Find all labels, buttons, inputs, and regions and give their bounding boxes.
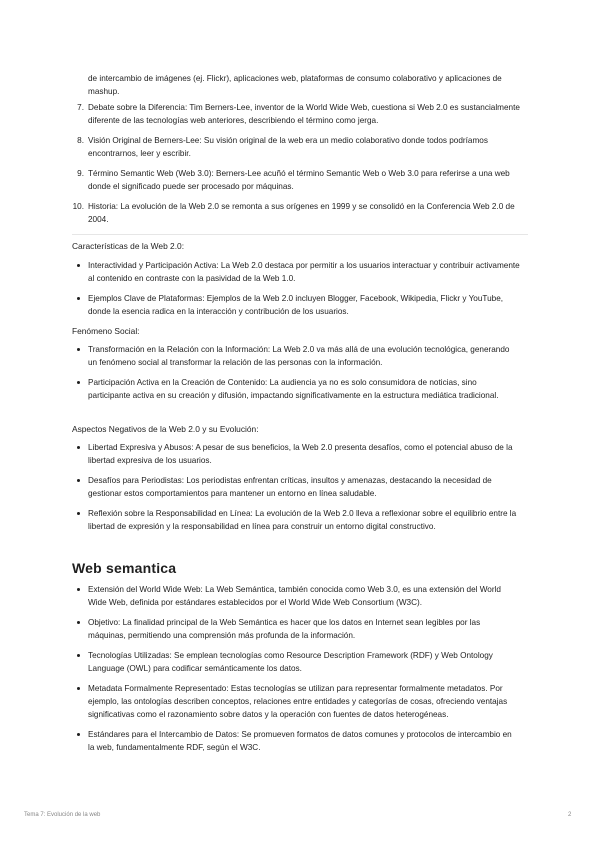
bullet-item xyxy=(0,441,520,467)
section-divider xyxy=(72,234,528,235)
bullet-item xyxy=(0,507,520,533)
item-term: Participación Activa en la Creación de Contenido: xyxy=(88,378,268,387)
section-title-fenomeno: Fenómeno Social: xyxy=(72,326,140,336)
item-term: Interactividad y Participación Activa: xyxy=(88,261,219,270)
continued-paragraph: de intercambio de imágenes (ej. Flickr), aplicaciones web, plataformas de consumo colaborativo y aplicaciones de mashup. xyxy=(88,74,502,96)
item-term: Término Semantic Web (Web 3.0): xyxy=(88,169,214,178)
bullet-item xyxy=(0,649,520,675)
item-term: Ejemplos Clave de Plataformas: xyxy=(88,294,205,303)
bullet-item xyxy=(0,259,520,285)
item-term: Reflexión sobre la Responsabilidad en Línea: xyxy=(88,509,253,518)
bullet-icon xyxy=(77,621,80,624)
item-term: Estándares para el Intercambio de Datos: xyxy=(88,730,240,739)
item-text: La evolución de la Web 2.0 se remonta a sus orígenes en 1999 y se consolidó en la Conferencia Web 2.0 de 2004. xyxy=(88,202,515,224)
item-text: Ejemplos de la Web 2.0 incluyen Blogger, Facebook, Wikipedia, Flickr y YouTube, donde la esencia radica en la interacción y contribución de los usuarios. xyxy=(88,294,504,316)
bullet-icon xyxy=(77,297,80,300)
numbered-list xyxy=(0,101,520,233)
numbered-item xyxy=(0,200,520,226)
item-text: La Web 2.0 destaca por permitir a los usuarios interactuar y contribuir activamente al contenido en contraste con la pasividad de la Web 1.0. xyxy=(88,261,520,283)
item-text: La Web Semántica, también conocida como Web 3.0, es una extensión del World Wide Web, definida por estándares establecidos por el World Wide Web Consortium (W3C). xyxy=(88,585,501,607)
bullet-icon xyxy=(77,381,80,384)
item-term: Transformación en la Relación con la Información: xyxy=(88,345,271,354)
item-text: Se promueven formatos de datos comunes y protocolos de intercambio en la web, fundamentalmente RDF, según el W3C. xyxy=(88,730,512,752)
footer-title: Tema 7: Evolución de la web xyxy=(24,812,101,818)
item-text: Su visión original de la web era un medio colaborativo donde todos podríamos encontrarnos, leer y escribir. xyxy=(88,136,488,158)
item-text: A pesar de sus beneficios, la Web 2.0 presenta desafíos, como el potencial abuso de la libertad expresiva de los usuarios. xyxy=(88,443,513,465)
item-term: Objetivo: xyxy=(88,618,121,627)
item-term: Historia: xyxy=(88,202,119,211)
page-number: 2 xyxy=(568,812,572,818)
bullet-list-aspectos xyxy=(0,441,530,540)
bullet-item xyxy=(0,616,520,642)
bullet-item xyxy=(0,376,520,402)
numbered-item xyxy=(0,134,520,160)
item-text: Los periodistas enfrentan críticas, insultos y amenazas, destacando la necesidad de gestionar estos comportamientos para mantener un entorno en línea saludable. xyxy=(88,476,492,498)
bullet-item xyxy=(0,474,520,500)
bullet-icon xyxy=(77,733,80,736)
item-text: La audiencia ya no es solo consumidora de noticias, sino participante activa en su creación y difusión, impactando significativamente en la estructura mediática tradicional. xyxy=(88,378,499,400)
item-term: Debate sobre la Diferencia: xyxy=(88,103,188,112)
item-number: 8. xyxy=(77,136,84,145)
item-term: Desafíos para Periodistas: xyxy=(88,476,185,485)
item-text: Tim Berners-Lee, inventor de la World Wide Web, cuestiona si Web 2.0 es sustancialmente diferente de las tecnologías web anteriores, describiendo el término como jerga. xyxy=(88,103,520,125)
item-text: Berners-Lee acuñó el término Semantic Web o Web 3.0 para referirse a una web donde el significado puede ser procesado por máquinas. xyxy=(88,169,510,191)
section-heading-web-semantica: Web semantica xyxy=(72,560,177,576)
section-title-caracteristicas: Características de la Web 2.0: xyxy=(72,241,185,251)
bullet-icon xyxy=(77,687,80,690)
bullet-icon xyxy=(77,446,80,449)
bullet-icon xyxy=(77,479,80,482)
bullet-icon xyxy=(77,654,80,657)
item-term: Metadata Formalmente Representado: xyxy=(88,684,229,693)
item-number: 10. xyxy=(72,202,84,211)
bullet-item xyxy=(0,292,520,318)
item-number: 7. xyxy=(77,103,84,112)
item-term: Tecnologías Utilizadas: xyxy=(88,651,172,660)
item-text: La Web 2.0 va más allá de una evolución tecnológica, generando un fenómeno social al transformar la relación de las personas con la información. xyxy=(88,345,510,367)
bullet-list-web-semantica xyxy=(0,583,530,761)
item-text: La evolución de la Web 2.0 lleva a reflexionar sobre el equilibrio entre la libertad de expresión y la responsabilidad en línea para construir un entorno digital constructivo. xyxy=(88,509,517,531)
item-text: La finalidad principal de la Web Semántica es hacer que los datos en Internet sean legibles por las máquinas, permitiendo una comprensión más profunda de la información. xyxy=(88,618,481,640)
bullet-item xyxy=(0,343,520,369)
item-term: Libertad Expresiva y Abusos: xyxy=(88,443,194,452)
item-term: Visión Original de Berners-Lee: xyxy=(88,136,202,145)
item-text: Estas tecnologías se utilizan para representar formalmente metadatos. Por ejemplo, las ontologías describen conceptos, relaciones entre entidades y categorías de cosas, ofreciendo ventajas significativas como el razonamiento sobre datos y la operación con fuentes de datos heterogéneas. xyxy=(88,684,508,719)
item-text: Se emplean tecnologías como Resource Description Framework (RDF) y Web Ontology Language (OWL) para codificar semánticamente los datos. xyxy=(88,651,493,673)
bullet-item xyxy=(0,728,520,754)
bullet-icon xyxy=(77,588,80,591)
item-number: 9. xyxy=(77,169,84,178)
bullet-list-caracteristicas xyxy=(0,259,530,325)
bullet-icon xyxy=(77,348,80,351)
bullet-item xyxy=(0,682,520,721)
numbered-item xyxy=(0,167,520,193)
bullet-item xyxy=(0,583,520,609)
item-term: Extensión del World Wide Web: xyxy=(88,585,203,594)
bullet-list-fenomeno xyxy=(0,343,530,409)
bullet-icon xyxy=(77,264,80,267)
section-title-aspectos: Aspectos Negativos de la Web 2.0 y su Evolución: xyxy=(72,424,259,434)
numbered-item xyxy=(0,101,520,127)
bullet-icon xyxy=(77,512,80,515)
